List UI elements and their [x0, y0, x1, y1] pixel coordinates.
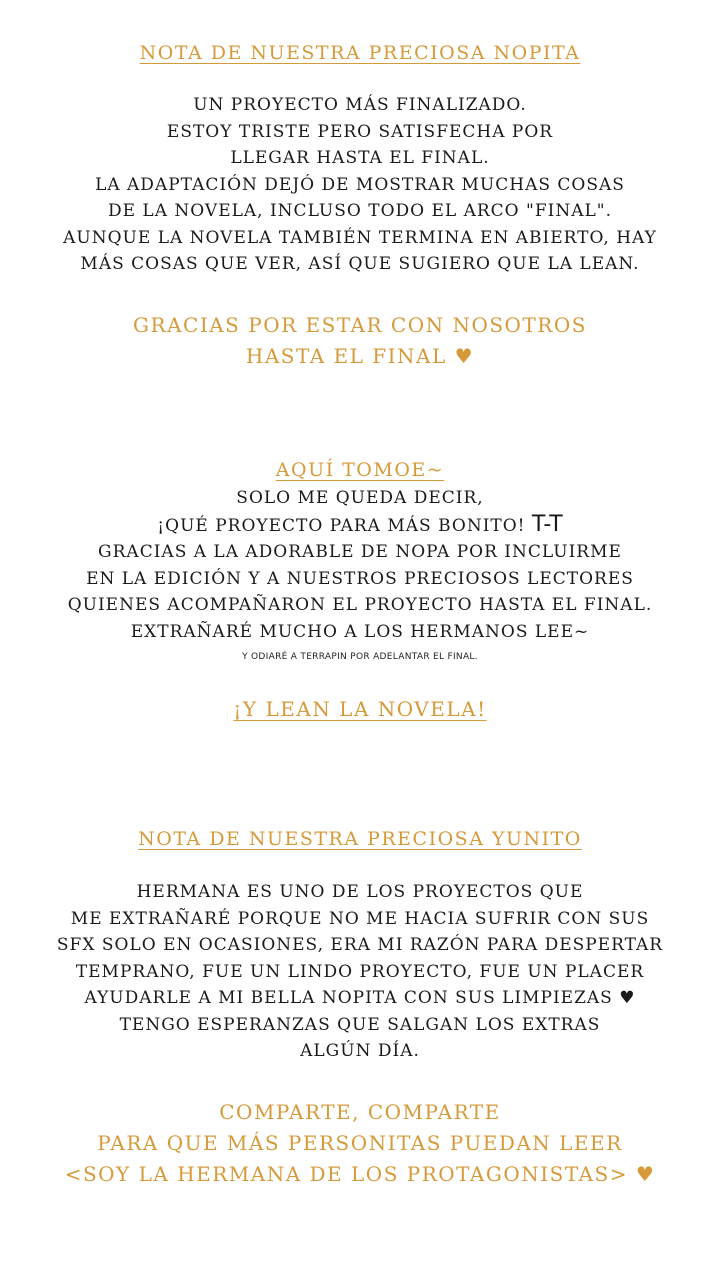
body-line: ME EXTRAÑARÉ PORQUE NO ME HACIA SUFRIR CON SUS	[70, 908, 650, 929]
thanks-message	[0, 310, 720, 372]
body-line: GRACIAS A LA ADORABLE DE NOPA POR INCLUIRME	[98, 542, 622, 562]
body-line: ESTOY TRISTE PERO SATISFECHA POR	[166, 121, 554, 142]
body-line: LA ADAPTACIÓN DEJÓ DE MOSTRAR MUCHAS COSAS	[95, 174, 625, 195]
body-line: EXTRAÑARÉ MUCHO A LOS HERMANOS LEE~	[130, 621, 590, 642]
body-line	[0, 512, 720, 540]
crying-face-text: T-T	[531, 511, 563, 537]
body-line: ALGÚN DÍA.	[300, 1041, 420, 1061]
body-line-text: AYUDARLE A MI BELLA NOPITA CON SUS LIMPIEZAS	[84, 988, 613, 1008]
tomoe-note-body	[0, 485, 720, 645]
body-line: SFX SOLO EN OCASIONES, ERA MI RAZÓN PARA DESPERTAR	[56, 935, 664, 955]
share-line: COMPARTE, COMPARTE	[219, 1100, 501, 1124]
body-line-text: ¡QUÉ PROYECTO PARA MÁS BONITO!	[157, 515, 526, 536]
thanks-line	[0, 341, 720, 372]
heart-icon: ♥	[635, 1162, 656, 1186]
body-line: UN PROYECTO MÁS FINALIZADO.	[193, 95, 527, 115]
nopita-note-heading: NOTA DE NUESTRA PRECIOSA NOPITA	[139, 42, 581, 64]
share-line-text: <SOY LA HERMANA DE LOS PROTAGONISTAS>	[64, 1162, 628, 1186]
tomoe-note-heading: AQUÍ TOMOE~	[275, 459, 445, 481]
thanks-line: GRACIAS POR ESTAR CON NOSOTROS	[133, 313, 587, 337]
share-line	[0, 1159, 720, 1190]
thanks-line-text: HASTA EL FINAL	[245, 344, 447, 368]
share-message	[0, 1097, 720, 1190]
body-line: TENGO ESPERANZAS QUE SALGAN LOS EXTRAS	[119, 1014, 601, 1035]
body-line: DE LA NOVELA, INCLUSO TODO EL ARCO "FINAL".	[107, 201, 613, 221]
body-line: MÁS COSAS QUE VER, ASÍ QUE SUGIERO QUE LA LEAN.	[80, 254, 640, 274]
heart-icon: ♥	[619, 988, 636, 1008]
small-note: Y ODIARÉ A TERRAPIN POR ADELANTAR EL FINAL.	[242, 652, 478, 662]
body-line: EN LA EDICIÓN Y A NUESTROS PRECIOSOS LECTORES	[86, 568, 634, 589]
body-line: QUIENES ACOMPAÑARON EL PROYECTO HASTA EL FINAL.	[67, 595, 653, 615]
body-line: SOLO ME QUEDA DECIR,	[236, 488, 484, 508]
body-line: AUNQUE LA NOVELA TAMBIÉN TERMINA EN ABIERTO, HAY	[63, 227, 657, 248]
read-novel-callout: ¡Y LEAN LA NOVELA!	[233, 697, 487, 721]
body-line: LLEGAR HASTA EL FINAL.	[230, 148, 490, 168]
heart-icon: ♥	[454, 344, 475, 368]
yunito-note-body	[0, 879, 720, 1065]
nopita-note-body	[0, 92, 720, 278]
body-line: HERMANA ES UNO DE LOS PROYECTOS QUE	[136, 882, 584, 902]
body-line: TEMPRANO, FUE UN LINDO PROYECTO, FUE UN PLACER	[75, 961, 645, 982]
yunito-note-heading: NOTA DE NUESTRA PRECIOSA YUNITO	[138, 828, 582, 850]
share-line: PARA QUE MÁS PERSONITAS PUEDAN LEER	[97, 1131, 623, 1155]
body-line	[0, 985, 720, 1012]
